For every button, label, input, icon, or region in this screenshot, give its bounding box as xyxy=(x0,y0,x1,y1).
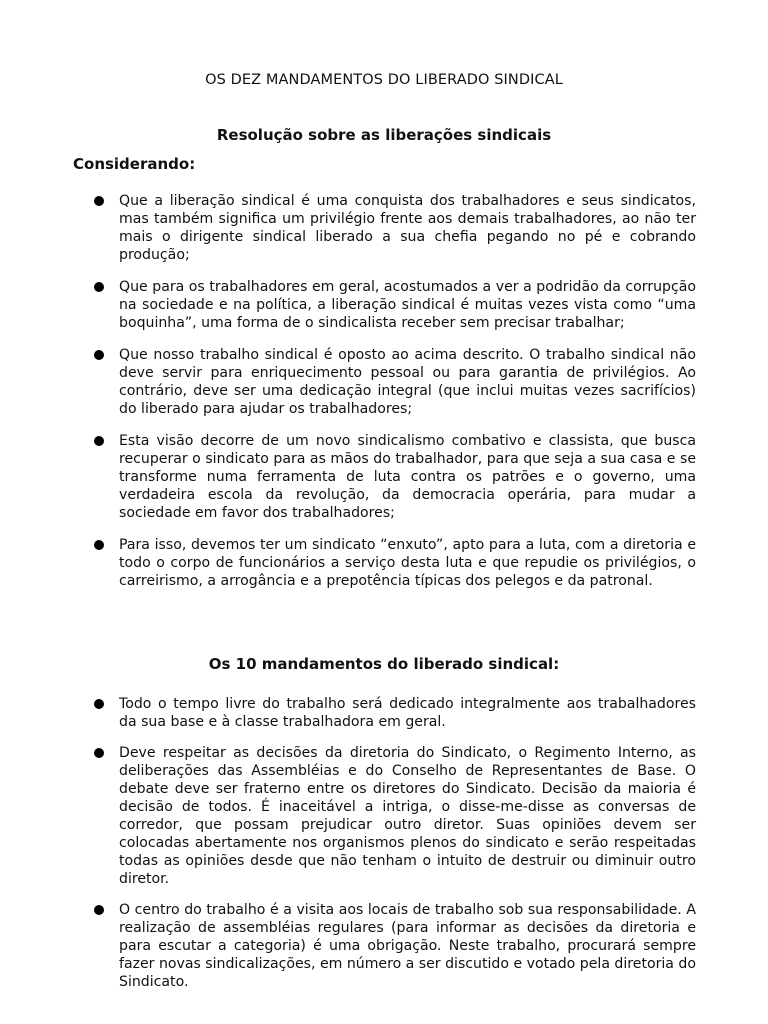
bullet-icon xyxy=(94,436,104,446)
considering-label: Considerando: xyxy=(73,155,196,173)
list-item-text: Todo o tempo livre do trabalho será dedicado integralmente aos trabalhadores da sua base e à classe trabalhadora em geral. xyxy=(119,696,696,730)
list-item xyxy=(94,432,696,522)
commandments-heading: Os 10 mandamentos do liberado sindical: xyxy=(208,655,560,673)
list-item-text: Esta visão decorre de um novo sindicalismo combativo e classista, que busca recuperar o sindicato para as mãos do trabalhador, para que seja a sua casa e se transforme numa ferramenta de luta contra os patrões e o governo, uma verdadeira escola da revolução, da democracia operária, para mudar a sociedade em favor dos trabalhadores; xyxy=(119,433,696,521)
list-item xyxy=(94,536,696,590)
bullet-icon xyxy=(94,282,104,292)
list-item-text: Para isso, devemos ter um sindicato “enxuto”, apto para a luta, com a diretoria e todo o corpo de funcionários a serviço desta luta e que repudie os privilégios, o carreirismo, a arrogância e a prepotência típicas dos pelegos e da patronal. xyxy=(119,537,696,589)
list-item xyxy=(94,346,696,418)
list-item xyxy=(94,901,696,991)
bullet-icon xyxy=(94,350,104,360)
resolution-subtitle: Resolução sobre as liberações sindicais xyxy=(216,126,552,144)
list-item-text: Que a liberação sindical é uma conquista dos trabalhadores e seus sindicatos, mas também significa um privilégio frente aos demais trabalhadores, ao não ter mais o dirigente sindical liberado a sua chefia pegando no pé e cobrando produção; xyxy=(119,193,696,263)
list-item-text: Que nosso trabalho sindical é oposto ao acima descrito. O trabalho sindical não deve servir para enriquecimento pessoal ou para garantia de privilégios. Ao contrário, deve ser uma dedicação integral (que inclui muitas vezes sacrifícios) do liberado para ajudar os trabalhadores; xyxy=(119,347,696,417)
list-item xyxy=(94,744,696,888)
considering-list xyxy=(94,192,696,604)
bullet-icon xyxy=(94,905,104,915)
bullet-icon xyxy=(94,748,104,758)
list-item-text: Que para os trabalhadores em geral, acostumados a ver a podridão da corrupção na sociedade e na política, a liberação sindical é muitas vezes vista como “uma boquinha”, uma forma de o sindicalista receber sem precisar trabalhar; xyxy=(119,279,696,331)
list-item xyxy=(94,695,696,731)
list-item xyxy=(94,192,696,264)
document-title: OS DEZ MANDAMENTOS DO LIBERADO SINDICAL xyxy=(205,72,563,88)
list-item xyxy=(94,278,696,332)
commandments-list xyxy=(94,695,696,1004)
list-item-text: Deve respeitar as decisões da diretoria do Sindicato, o Regimento Interno, as deliberações das Assembléias e do Conselho de Representantes de Base. O debate deve ser fraterno entre os diretores do Sindicato. Decisão da maioria é decisão de todos. É inaceitável a intriga, o disse-me-disse as conversas de corredor, que possam prejudicar outro diretor. Suas opiniões devem ser colocadas abertamente nos organismos plenos do sindicato e serão respeitadas todas as opiniões desde que não tenham o intuito de destruir ou diminuir outro diretor. xyxy=(119,745,696,887)
bullet-icon xyxy=(94,540,104,550)
bullet-icon xyxy=(94,196,104,206)
list-item-text: O centro do trabalho é a visita aos locais de trabalho sob sua responsabilidade. A realização de assembléias regulares (para informar as decisões da diretoria e para escutar a categoria) é uma obrigação. Neste trabalho, procurará sempre fazer novas sindicalizações, em número a ser discutido e votado pela diretoria do Sindicato. xyxy=(119,902,696,990)
bullet-icon xyxy=(94,699,104,709)
